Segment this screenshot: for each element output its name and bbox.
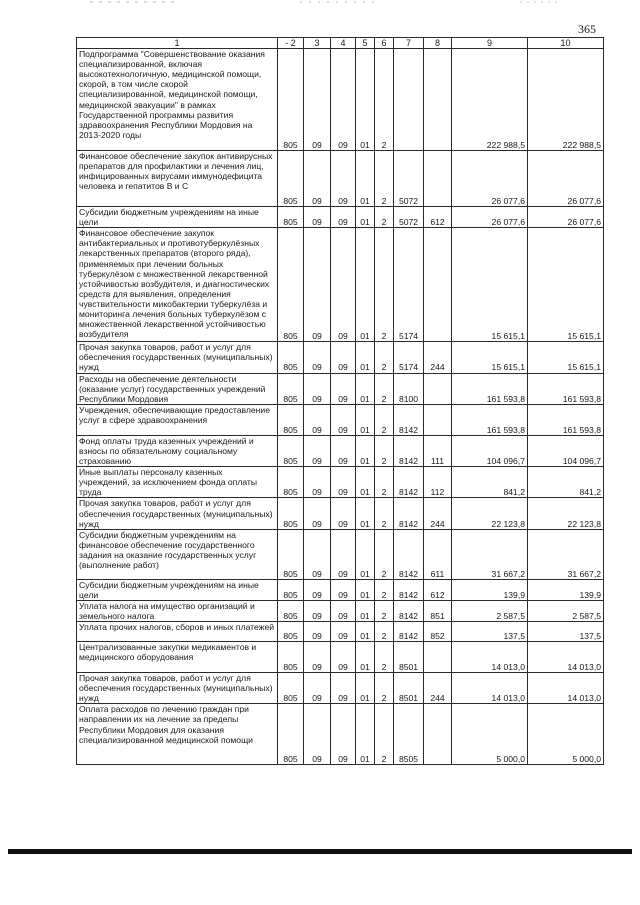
table-row	[77, 228, 604, 342]
item-name-cell: Фонд оплаты труда казенных учреждений и взносы по обязательному социальному страхованию	[77, 435, 278, 466]
code-cell: 8142	[394, 404, 424, 435]
amount-cell: 31 667,2	[528, 529, 604, 579]
code-cell: 8142	[394, 529, 424, 579]
table-header-row	[77, 38, 604, 49]
table-row	[77, 435, 604, 466]
code-cell: 01	[356, 404, 375, 435]
table-row	[77, 704, 604, 765]
amount-cell: 161 593,8	[528, 373, 604, 404]
code-cell: 09	[304, 600, 331, 621]
item-name-cell: Субсидии бюджетным учреждениям на финансовое обеспечение государственного задания на оказание государственных услуг (выполнение работ)	[77, 529, 278, 579]
amount-cell: 22 123,8	[452, 498, 528, 529]
amount-cell: 841,2	[452, 467, 528, 498]
amount-cell: 26 077,6	[528, 207, 604, 228]
code-cell: 851	[424, 600, 452, 621]
item-name-cell: Оплата расходов по лечению граждан при направлении их на лечение за пределы Республики Мордовия для оказания специализированной медицинской помощи	[77, 704, 278, 765]
amount-cell: 161 593,8	[452, 404, 528, 435]
code-cell: 09	[331, 704, 356, 765]
header-cell: 1	[77, 38, 278, 49]
table-row	[77, 673, 604, 704]
code-cell: 01	[356, 704, 375, 765]
item-name-cell: Финансовое обеспечение закупок антибактериальных и противотуберкулёзных лекарственных препаратов (второго ряда), применяемых при лечении больных туберкулёзом с множественной лекарственной устойчивостью возбудителя, и диагностических средств для выявления, определения чувствительности микобактерии туберкулёза и мониторинга лечения больных туберкулёзом с множественной лекарственной устойчивостью возбудителя	[77, 228, 278, 342]
code-cell: 09	[331, 373, 356, 404]
item-name-cell: Прочая закупка товаров, работ и услуг для обеспечения государственных (муниципальных) нужд	[77, 498, 278, 529]
table-row	[77, 404, 604, 435]
code-cell: 2	[375, 228, 394, 342]
code-cell: 805	[278, 498, 304, 529]
header-cell: 5	[356, 38, 375, 49]
code-cell: 09	[304, 622, 331, 642]
amount-cell: 14 013,0	[452, 642, 528, 673]
amount-cell: 2 587,5	[452, 600, 528, 621]
code-cell: 09	[304, 498, 331, 529]
code-cell: 09	[304, 704, 331, 765]
code-cell: 09	[331, 228, 356, 342]
code-cell: 2	[375, 373, 394, 404]
code-cell: 8501	[394, 673, 424, 704]
code-cell	[424, 49, 452, 151]
amount-cell: 26 077,6	[452, 207, 528, 228]
code-cell: 01	[356, 228, 375, 342]
amount-cell: 14 013,0	[528, 673, 604, 704]
item-name-cell: Учреждения, обеспечивающие предоставление услуг в сфере здравоохранения	[77, 404, 278, 435]
code-cell: 09	[304, 49, 331, 151]
code-cell	[424, 404, 452, 435]
code-cell: 01	[356, 498, 375, 529]
amount-cell: 137,5	[452, 622, 528, 642]
code-cell: 805	[278, 579, 304, 600]
item-name-cell: Централизованные закупки медикаментов и медицинского оборудования	[77, 642, 278, 673]
code-cell: 111	[424, 435, 452, 466]
code-cell: 612	[424, 579, 452, 600]
code-cell: 5072	[394, 207, 424, 228]
table-row	[77, 600, 604, 621]
amount-cell: 139,9	[528, 579, 604, 600]
code-cell: 244	[424, 673, 452, 704]
code-cell: 852	[424, 622, 452, 642]
code-cell: 5072	[394, 151, 424, 207]
header-cell: 8	[424, 38, 452, 49]
code-cell: 112	[424, 467, 452, 498]
code-cell: 805	[278, 151, 304, 207]
code-cell: 09	[331, 622, 356, 642]
code-cell: 5174	[394, 342, 424, 373]
amount-cell: 14 013,0	[452, 673, 528, 704]
code-cell: 01	[356, 342, 375, 373]
item-name-cell: Субсидии бюджетным учреждениям на иные цели	[77, 579, 278, 600]
table-row	[77, 498, 604, 529]
code-cell: 01	[356, 467, 375, 498]
code-cell: 5174	[394, 228, 424, 342]
code-cell: 09	[304, 151, 331, 207]
code-cell: 8142	[394, 600, 424, 621]
code-cell: 8100	[394, 373, 424, 404]
code-cell: 805	[278, 673, 304, 704]
amount-cell: 15 615,1	[528, 342, 604, 373]
code-cell: 805	[278, 207, 304, 228]
amount-cell: 5 000,0	[452, 704, 528, 765]
code-cell: 611	[424, 529, 452, 579]
code-cell: 2	[375, 642, 394, 673]
code-cell: 09	[304, 373, 331, 404]
item-name-cell: Уплата прочих налогов, сборов и иных платежей	[77, 622, 278, 642]
code-cell: 805	[278, 228, 304, 342]
amount-cell: 15 615,1	[452, 342, 528, 373]
header-cell: 7	[394, 38, 424, 49]
code-cell: 805	[278, 622, 304, 642]
amount-cell: 139,9	[452, 579, 528, 600]
code-cell: 01	[356, 579, 375, 600]
code-cell: 09	[304, 467, 331, 498]
code-cell: 09	[304, 673, 331, 704]
amount-cell: 841,2	[528, 467, 604, 498]
code-cell: 01	[356, 373, 375, 404]
table-row	[77, 49, 604, 151]
code-cell: 2	[375, 151, 394, 207]
table-row	[77, 207, 604, 228]
item-name-cell: Уплата налога на имущество организаций и земельного налога	[77, 600, 278, 621]
code-cell: 805	[278, 467, 304, 498]
amount-cell: 161 593,8	[528, 404, 604, 435]
amount-cell: 104 096,7	[452, 435, 528, 466]
code-cell: 805	[278, 404, 304, 435]
code-cell: 09	[331, 600, 356, 621]
amount-cell: 22 123,8	[528, 498, 604, 529]
code-cell: 09	[304, 529, 331, 579]
table-row	[77, 579, 604, 600]
budget-table	[76, 37, 604, 765]
code-cell	[424, 151, 452, 207]
amount-cell: 137,5	[528, 622, 604, 642]
code-cell: 09	[304, 228, 331, 342]
amount-cell: 31 667,2	[452, 529, 528, 579]
code-cell: 09	[331, 151, 356, 207]
code-cell: 8142	[394, 622, 424, 642]
code-cell: 09	[331, 342, 356, 373]
item-name-cell: Расходы на обеспечение деятельности (оказание услуг) государственных учреждений Республики Мордовия	[77, 373, 278, 404]
code-cell: 2	[375, 435, 394, 466]
code-cell: 2	[375, 600, 394, 621]
code-cell: 2	[375, 622, 394, 642]
code-cell: 8501	[394, 642, 424, 673]
header-cell: 6	[375, 38, 394, 49]
amount-cell: 222 988,5	[528, 49, 604, 151]
code-cell: 2	[375, 704, 394, 765]
code-cell: 09	[331, 404, 356, 435]
code-cell: 09	[304, 207, 331, 228]
code-cell: 805	[278, 435, 304, 466]
header-cell: - 2	[278, 38, 304, 49]
code-cell: 8142	[394, 579, 424, 600]
header-cell: 3	[304, 38, 331, 49]
item-name-cell: Иные выплаты персоналу казенных учреждений, за исключением фонда оплаты труда	[77, 467, 278, 498]
scan-edge-marks	[0, 0, 640, 6]
item-name-cell: Финансовое обеспечение закупок антивирусных препаратов для профилактики и лечения лиц, инфицированных вирусами иммунодефицита человека и гепатитов В и С	[77, 151, 278, 207]
code-cell: 805	[278, 49, 304, 151]
code-cell: 09	[331, 529, 356, 579]
code-cell: 8142	[394, 498, 424, 529]
table-row	[77, 342, 604, 373]
code-cell: 09	[304, 404, 331, 435]
code-cell	[424, 642, 452, 673]
code-cell: 2	[375, 579, 394, 600]
amount-cell: 14 013,0	[528, 642, 604, 673]
code-cell: 8142	[394, 467, 424, 498]
code-cell: 2	[375, 673, 394, 704]
code-cell: 805	[278, 373, 304, 404]
amount-cell: 15 615,1	[528, 228, 604, 342]
code-cell: 09	[331, 435, 356, 466]
code-cell: 805	[278, 529, 304, 579]
code-cell: 8142	[394, 435, 424, 466]
code-cell: 09	[304, 642, 331, 673]
code-cell: 2	[375, 207, 394, 228]
code-cell: 2	[375, 467, 394, 498]
code-cell	[424, 704, 452, 765]
code-cell	[424, 373, 452, 404]
header-cell: 10	[528, 38, 604, 49]
code-cell: 805	[278, 600, 304, 621]
amount-cell: 161 593,8	[452, 373, 528, 404]
table-row	[77, 529, 604, 579]
item-name-cell: Прочая закупка товаров, работ и услуг для обеспечения государственных (муниципальных) нужд	[77, 673, 278, 704]
code-cell: 01	[356, 673, 375, 704]
code-cell: 09	[331, 673, 356, 704]
code-cell: 01	[356, 622, 375, 642]
code-cell: 09	[331, 498, 356, 529]
item-name-cell: Субсидии бюджетным учреждениям на иные цели	[77, 207, 278, 228]
code-cell: 244	[424, 342, 452, 373]
table-row	[77, 151, 604, 207]
header-cell: 9	[452, 38, 528, 49]
item-name-cell: Подпрограмма "Совершенствование оказания специализированной, включая высокотехнологичную, медицинской помощи, скорой, в том числе скорой специализированной, медицинской помощи, медицинской эвакуации" в рамках Государственной программы развития здравоохранения Республики Мордовия на 2013-2020 годы	[77, 49, 278, 151]
header-cell: 4	[331, 38, 356, 49]
code-cell: 01	[356, 529, 375, 579]
table-row	[77, 642, 604, 673]
code-cell: 2	[375, 49, 394, 151]
code-cell: 805	[278, 704, 304, 765]
code-cell: 8505	[394, 704, 424, 765]
code-cell: 01	[356, 600, 375, 621]
scan-bottom-bar	[8, 849, 632, 854]
code-cell: 244	[424, 498, 452, 529]
code-cell: 09	[331, 642, 356, 673]
code-cell: 09	[304, 579, 331, 600]
table-row	[77, 467, 604, 498]
code-cell: 612	[424, 207, 452, 228]
amount-cell: 26 077,6	[452, 151, 528, 207]
amount-cell: 104 096,7	[528, 435, 604, 466]
code-cell: 09	[331, 579, 356, 600]
amount-cell: 2 587,5	[528, 600, 604, 621]
code-cell: 09	[331, 467, 356, 498]
code-cell	[394, 49, 424, 151]
table-row	[77, 373, 604, 404]
amount-cell: 15 615,1	[452, 228, 528, 342]
amount-cell: 222 988,5	[452, 49, 528, 151]
amount-cell: 26 077,6	[528, 151, 604, 207]
code-cell: 09	[331, 49, 356, 151]
code-cell: 01	[356, 642, 375, 673]
code-cell: 01	[356, 435, 375, 466]
code-cell: 2	[375, 342, 394, 373]
code-cell: 01	[356, 49, 375, 151]
code-cell: 01	[356, 151, 375, 207]
amount-cell: 5 000,0	[528, 704, 604, 765]
code-cell: 2	[375, 404, 394, 435]
table-row	[77, 622, 604, 642]
code-cell: 805	[278, 342, 304, 373]
code-cell: 01	[356, 207, 375, 228]
code-cell: 09	[331, 207, 356, 228]
code-cell: 805	[278, 642, 304, 673]
code-cell: 09	[304, 435, 331, 466]
code-cell: 2	[375, 529, 394, 579]
item-name-cell: Прочая закупка товаров, работ и услуг для обеспечения государственных (муниципальных) нужд	[77, 342, 278, 373]
page-number: 365	[578, 22, 596, 36]
code-cell: 09	[304, 342, 331, 373]
code-cell: 2	[375, 498, 394, 529]
code-cell	[424, 228, 452, 342]
